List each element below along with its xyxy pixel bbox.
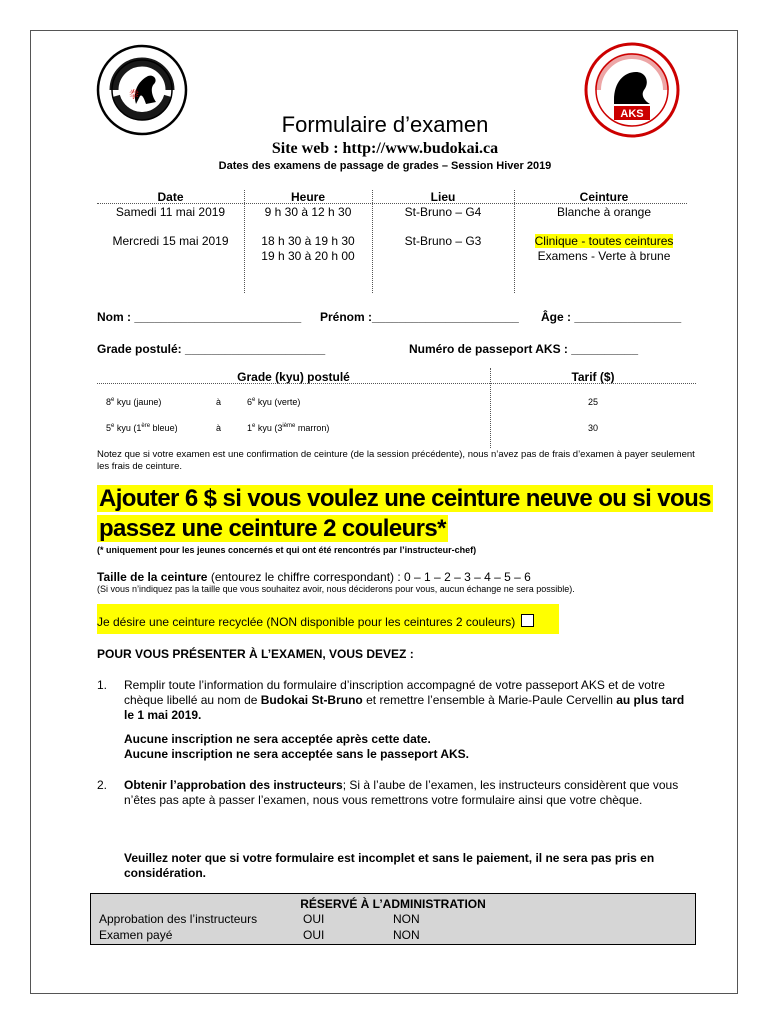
svg-text:拳: 拳	[129, 90, 139, 101]
field-prenom[interactable]: Prénom :______________________	[320, 310, 519, 324]
admin-row1-label: Approbation des l’instructeurs	[99, 912, 258, 926]
item1-number: 1.	[97, 678, 108, 692]
field-passeport[interactable]: Numéro de passeport AKS : __________	[409, 342, 638, 356]
schedule-header-belt: Ceinture	[579, 190, 629, 204]
warnings	[124, 732, 469, 762]
warning-date: Aucune inscription ne sera acceptée après cette date.	[124, 732, 431, 746]
schedule-header-place: Lieu	[430, 190, 456, 204]
schedule-place-1: St-Bruno – G4	[404, 204, 482, 219]
confirmation-note: Notez que si votre examen est une confirmation de ceinture (de la session précédente), nous n’avez pas de frais d’examen à payer seulement les frais de ceinture.	[97, 449, 695, 472]
instructions-heading: POUR VOUS PRÉSENTER À L’EXAMEN, VOUS DEVEZ :	[97, 647, 414, 661]
belt-offer-footnote: (* uniquement pour les jeunes concernés et qui ont été rencontrés par l’instructeur-chef)	[97, 545, 477, 555]
admin-row1-oui: OUI	[303, 912, 325, 926]
admin-row1-non: NON	[393, 912, 420, 926]
schedule-col-date	[97, 190, 244, 249]
belt-offer-line1: Ajouter 6 $ si vous voulez une ceinture neuve ou si vous	[99, 485, 711, 512]
schedule-belt-2a: Clinique - toutes ceintures	[534, 234, 674, 248]
item2-text: Obtenir l’approbation des instructeurs; Si à l’aube de l’examen, les instructeurs considèrent que vous n’êtes pas apte à passer l’examen, nous vous remettrons votre formulaire ainsi que votre chèque.	[124, 778, 679, 807]
belt-offer	[97, 484, 713, 544]
exam-dates-subtitle: Dates des examens de passage de grades – Session Hiver 2019	[218, 160, 552, 172]
schedule-col-belt	[514, 190, 694, 263]
admin-row2-label: Examen payé	[99, 928, 173, 942]
admin-title: RÉSERVÉ À L’ADMINISTRATION	[300, 897, 486, 911]
admin-row2-non: NON	[393, 928, 420, 942]
schedule-time-1: 9 h 30 à 12 h 30	[264, 204, 352, 219]
schedule-time-2a: 18 h 30 à 19 h 30	[261, 234, 355, 248]
grade-row-2-to: 1e kyu (3ième marron)	[247, 423, 330, 433]
grade-row-1-from: 8e kyu (jaune)	[106, 397, 162, 407]
schedule-belt-1: Blanche à orange	[556, 204, 652, 219]
field-age[interactable]: Âge : ________________	[541, 310, 682, 324]
belt-size-note: (Si vous n’indiquez pas la taille que vous souhaitez avoir, nous déciderons pour vous, aucun échange ne sera possible).	[97, 584, 575, 594]
item2-number: 2.	[97, 778, 108, 792]
recycled-belt-option[interactable]: Je désire une ceinture recyclée (NON disponible pour les ceintures 2 couleurs)	[97, 614, 534, 629]
grade-row-2-from: 5e kyu (1ère bleue)	[106, 423, 178, 433]
schedule-date-1: Samedi 11 mai 2019	[115, 204, 226, 219]
grade-row-1-a: à	[216, 397, 222, 407]
site-url: Site web : http://www.budokai.ca	[271, 140, 499, 157]
grade-row-2-a: à	[216, 423, 222, 433]
final-note: Veuillez noter que si votre formulaire est incomplet et sans le paiement, il ne sera pas pris en considération.	[124, 851, 655, 880]
grade-row-1-tarif: 25	[587, 397, 598, 407]
schedule-header-date: Date	[157, 190, 184, 204]
schedule-col-place	[372, 190, 514, 249]
recycled-belt-checkbox[interactable]	[521, 614, 534, 627]
page-title: Formulaire d’examen	[281, 112, 489, 137]
warning-passport: Aucune inscription ne sera acceptée sans le passeport AKS.	[124, 747, 470, 761]
schedule-header-time: Heure	[290, 190, 325, 204]
aks-logo-text: AKS	[620, 108, 644, 120]
schedule-belt-2b: Examens - Verte à brune	[537, 248, 671, 263]
belt-size-line: Taille de la ceinture (entourez le chiffre correspondant) : 0 – 1 – 2 – 3 – 4 – 5 – 6	[97, 570, 531, 584]
belt-offer-line2: passez une ceinture 2 couleurs*	[99, 515, 446, 542]
schedule-date-2: Mercredi 15 mai 2019	[112, 234, 229, 248]
admin-row2-oui: OUI	[303, 928, 325, 942]
item1-text: Remplir toute l’information du formulaire d’inscription accompagné de votre passeport AKS et de votre chèque libellé au nom de Budokai St-Bruno et remettre l’ensemble à Marie-Paule Cervellin au plus tard le 1 mai 2019.	[124, 678, 685, 722]
grades-header: Grade (kyu) postulé	[237, 370, 350, 384]
tarif-header: Tarif ($)	[571, 370, 615, 384]
schedule-place-2: St-Bruno – G3	[404, 234, 482, 248]
admin-box	[90, 893, 696, 945]
field-grade[interactable]: Grade postulé: _____________________	[97, 342, 326, 356]
grade-row-2-tarif: 30	[587, 423, 598, 433]
schedule-col-time	[244, 190, 372, 263]
schedule-time-2b: 19 h 30 à 20 h 00	[261, 248, 355, 263]
grade-row-1-to: 6e kyu (verte)	[247, 397, 301, 407]
field-nom[interactable]: Nom : _________________________	[97, 310, 302, 324]
